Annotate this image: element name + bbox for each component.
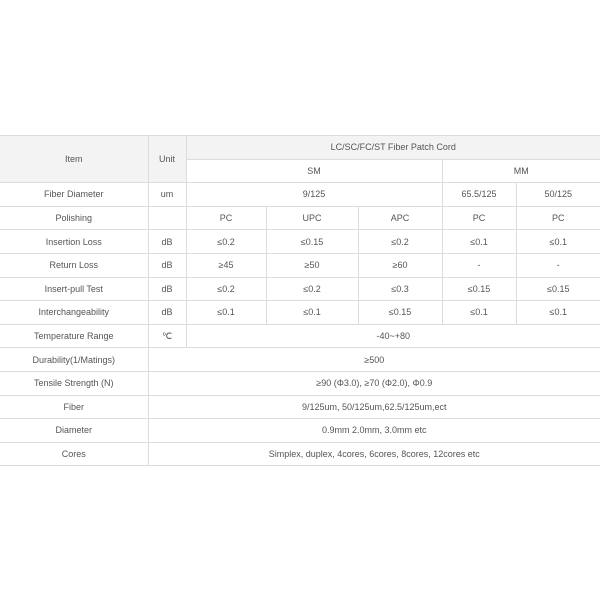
row-label: Cores bbox=[0, 442, 148, 466]
cell-upc: UPC bbox=[266, 206, 358, 230]
row-label: Temperature Range bbox=[0, 324, 148, 348]
cell-mm-1: PC bbox=[442, 206, 516, 230]
row-label: Durability(1/Matings) bbox=[0, 348, 148, 372]
cell-apc: ≤0.15 bbox=[358, 301, 442, 325]
cell-upc: ≤0.2 bbox=[266, 277, 358, 301]
cell-value: 0.9mm 2.0mm, 3.0mm etc bbox=[148, 419, 600, 443]
row-label: Diameter bbox=[0, 419, 148, 443]
cell-pc: ≤0.2 bbox=[186, 277, 266, 301]
row-cores bbox=[0, 442, 600, 466]
cell-pc: ≤0.1 bbox=[186, 301, 266, 325]
cell-mm-1: ≤0.1 bbox=[442, 230, 516, 254]
row-label: Polishing bbox=[0, 206, 148, 230]
cell-upc: ≤0.1 bbox=[266, 301, 358, 325]
header-unit: Unit bbox=[148, 136, 186, 183]
cell-mm-2: - bbox=[516, 253, 600, 277]
cell-mm-1: 65.5/125 bbox=[442, 183, 516, 207]
row-unit: um bbox=[148, 183, 186, 207]
cell-value: ≥90 (Φ3.0), ≥70 (Φ2.0), Φ0.9 bbox=[148, 371, 600, 395]
cell-mm-1: ≤0.15 bbox=[442, 277, 516, 301]
row-polishing bbox=[0, 206, 600, 230]
cell-value: 9/125um, 50/125um,62.5/125um,ect bbox=[148, 395, 600, 419]
cell-upc: ≥50 bbox=[266, 253, 358, 277]
cell-mm-1: ≤0.1 bbox=[442, 301, 516, 325]
row-insert-pull-test bbox=[0, 277, 600, 301]
cell-pc: ≥45 bbox=[186, 253, 266, 277]
row-label: Insertion Loss bbox=[0, 230, 148, 254]
cell-value: ≥500 bbox=[148, 348, 600, 372]
cell-mm-2: 50/125 bbox=[516, 183, 600, 207]
row-label: Insert-pull Test bbox=[0, 277, 148, 301]
header-product: LC/SC/FC/ST Fiber Patch Cord bbox=[186, 136, 600, 160]
row-insertion-loss bbox=[0, 230, 600, 254]
row-unit bbox=[148, 206, 186, 230]
row-label: Tensile Strength (N) bbox=[0, 371, 148, 395]
row-unit: dB bbox=[148, 277, 186, 301]
row-temperature-range bbox=[0, 324, 600, 348]
row-unit: dB bbox=[148, 230, 186, 254]
cell-mm-1: - bbox=[442, 253, 516, 277]
row-label: Fiber Diameter bbox=[0, 183, 148, 207]
cell-apc: ≤0.3 bbox=[358, 277, 442, 301]
cell-mm-2: ≤0.15 bbox=[516, 277, 600, 301]
row-interchangeability bbox=[0, 301, 600, 325]
cell-apc: APC bbox=[358, 206, 442, 230]
row-label: Fiber bbox=[0, 395, 148, 419]
row-unit: dB bbox=[148, 253, 186, 277]
cell-value: -40~+80 bbox=[186, 324, 600, 348]
cell-upc: ≤0.15 bbox=[266, 230, 358, 254]
row-label: Interchangeability bbox=[0, 301, 148, 325]
spec-table bbox=[0, 135, 600, 466]
cell-apc: ≥60 bbox=[358, 253, 442, 277]
cell-pc: ≤0.2 bbox=[186, 230, 266, 254]
cell-sm: 9/125 bbox=[186, 183, 442, 207]
cell-pc: PC bbox=[186, 206, 266, 230]
header-row-1 bbox=[0, 136, 600, 160]
cell-mm-2: ≤0.1 bbox=[516, 301, 600, 325]
row-unit: dB bbox=[148, 301, 186, 325]
row-fiber bbox=[0, 395, 600, 419]
header-sm: SM bbox=[186, 159, 442, 183]
cell-value: Simplex, duplex, 4cores, 6cores, 8cores, 12cores etc bbox=[148, 442, 600, 466]
cell-apc: ≤0.2 bbox=[358, 230, 442, 254]
row-unit: ℃ bbox=[148, 324, 186, 348]
row-return-loss bbox=[0, 253, 600, 277]
row-durability bbox=[0, 348, 600, 372]
header-item: Item bbox=[0, 136, 148, 183]
cell-mm-2: PC bbox=[516, 206, 600, 230]
row-tensile-strength bbox=[0, 371, 600, 395]
row-diameter bbox=[0, 419, 600, 443]
row-fiber-diameter bbox=[0, 183, 600, 207]
cell-mm-2: ≤0.1 bbox=[516, 230, 600, 254]
header-mm: MM bbox=[442, 159, 600, 183]
row-label: Return Loss bbox=[0, 253, 148, 277]
